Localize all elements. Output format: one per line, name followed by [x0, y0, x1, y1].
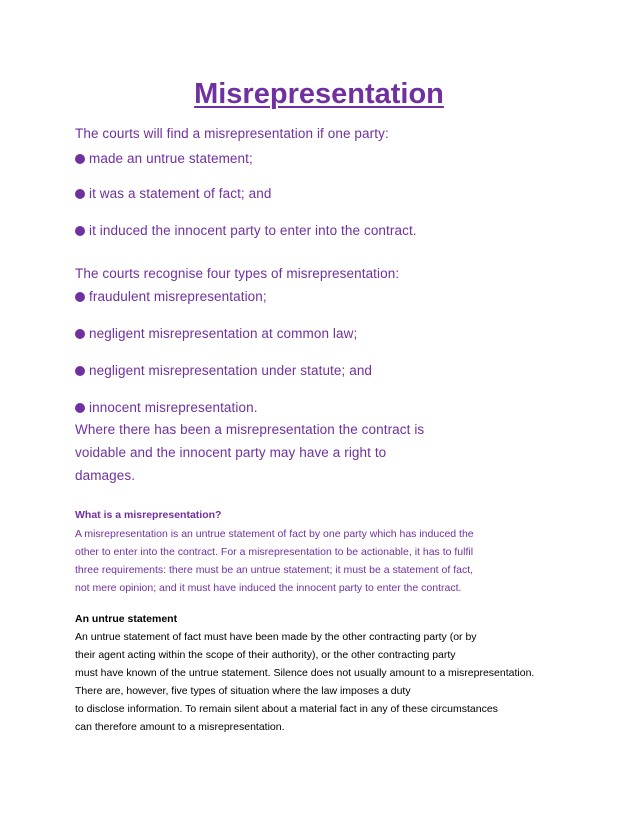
list-item: negligent misrepresentation under statute; and: [75, 362, 372, 380]
section-heading-what-is: What is a misrepresentation?: [75, 509, 222, 521]
bullet-icon: [75, 329, 85, 339]
effect-text-line: Where there has been a misrepresentation the contract is: [75, 422, 425, 437]
page-title: Misrepresentation: [194, 78, 444, 110]
paragraph-line: other to enter into the contract. For a misrepresentation to be actionable, it has to fulfil: [75, 546, 474, 558]
effect-text-line: voidable and the innocent party may have a right to: [75, 445, 387, 460]
list-item: innocent misrepresentation.: [75, 399, 258, 417]
paragraph-line: their agent acting within the scope of their authority), or the other contracting party: [75, 649, 456, 661]
list-item: fraudulent misrepresentation;: [75, 288, 267, 306]
paragraph-line: A misrepresentation is an untrue statement of fact by one party which has induced the: [75, 528, 474, 540]
paragraph-line: can therefore amount to a misrepresentation.: [75, 721, 285, 733]
section-heading-untrue-statement: An untrue statement: [75, 613, 178, 625]
types-intro-text: The courts recognise four types of misrepresentation:: [75, 266, 400, 281]
paragraph-line: There are, however, five types of situation where the law imposes a duty: [75, 685, 411, 697]
paragraph-line: three requirements: there must be an untrue statement; it must be a statement of fact,: [75, 564, 474, 576]
paragraph-line: to disclose information. To remain silent about a material fact in any of these circumstances: [75, 703, 498, 715]
bullet-icon: [75, 366, 85, 376]
intro-text: The courts will find a misrepresentation if one party:: [75, 126, 389, 141]
bullet-icon: [75, 189, 85, 199]
list-item: made an untrue statement;: [75, 150, 253, 168]
paragraph-line: must have known of the untrue statement. Silence does not usually amount to a misrepresentation.: [75, 667, 535, 679]
list-item: negligent misrepresentation at common law;: [75, 325, 357, 343]
paragraph-line: An untrue statement of fact must have been made by the other contracting party (or by: [75, 631, 477, 643]
paragraph-line: not mere opinion; and it must have induced the innocent party to enter the contract.: [75, 582, 462, 594]
bullet-icon: [75, 403, 85, 413]
bullet-icon: [75, 154, 85, 164]
list-item: it was a statement of fact; and: [75, 185, 271, 203]
bullet-icon: [75, 292, 85, 302]
effect-text-line: damages.: [75, 468, 136, 483]
list-item: it induced the innocent party to enter into the contract.: [75, 222, 417, 240]
bullet-icon: [75, 226, 85, 236]
